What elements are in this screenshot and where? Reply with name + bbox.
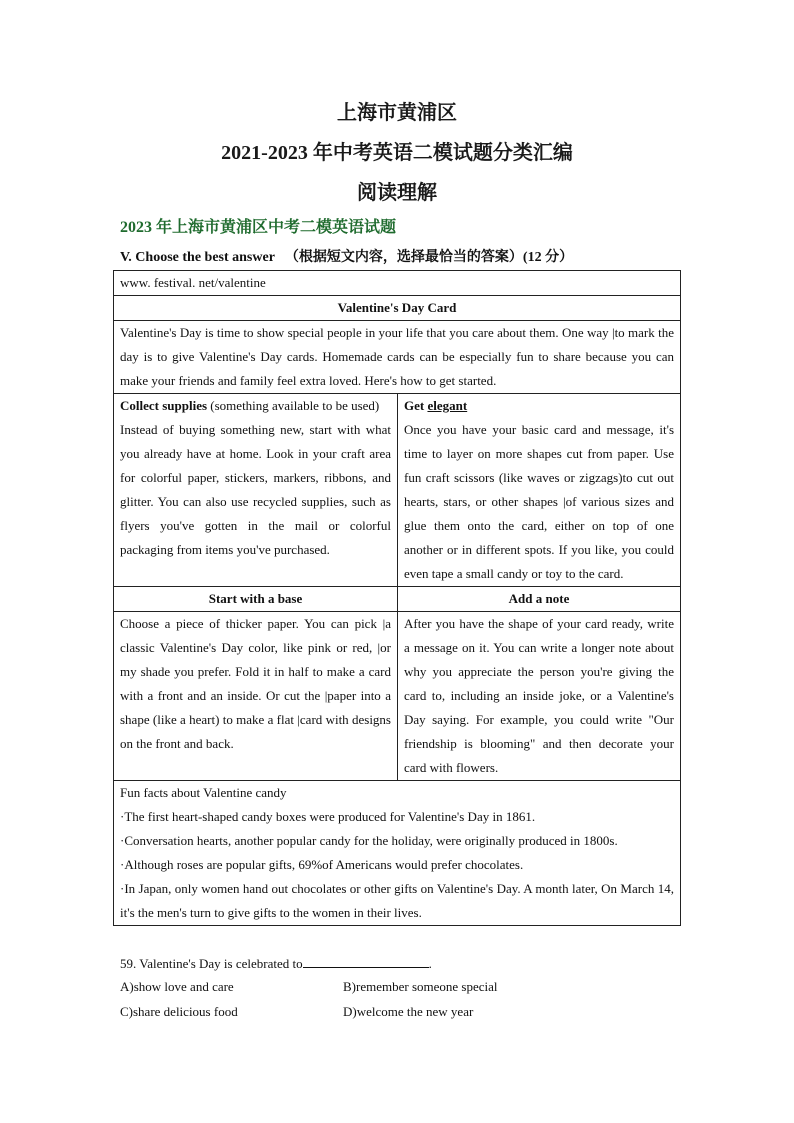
question-end: . [428,956,432,971]
collect-supplies-heading: Collect supplies [120,398,208,413]
get-elegant-heading-prefix: Get [404,398,428,413]
option-b[interactable]: B)remember someone special [343,979,498,994]
fun-facts-cell [114,781,681,926]
district-title: 上海市黄浦区 [337,102,457,124]
note-heading: Add a note [398,587,681,612]
get-elegant-body: Once you have your basic card and message, it's time to layer on more shapes cut from paper. Use fun craft scissors (like waves or zigzags)to cut out hearts, stars, or other shapes |of various sizes and glue them onto the card, either on top of one another or in different spots. If you like, you could even tape a small candy or toy to the card. [404,422,674,581]
option-d[interactable]: D)welcome the new year [343,1004,474,1019]
base-heading: Start with a base [114,587,398,612]
fun-fact-item: ·Although roses are popular gifts, 69%of Americans would prefer chocolates. [120,857,524,872]
section-title: 2023 年上海市黄浦区中考二模英语试题 [120,219,397,236]
question-59 [120,955,432,972]
passage-table [113,270,681,926]
note-body: After you have the shape of your card ready, write a message on it. You can write a longer note about why you appreciate the person you're giving the card to, including an inside joke, or a Valentine's Day saying. For example, you could write "Our friendship is blooming" and then decorate your card with flowers. [398,612,681,781]
base-body: Choose a piece of thicker paper. You can pick |a classic Valentine's Day color, like pink or red, |or my shade you prefer. Fold it in half to make a card with a front and an inside. Or cut the |paper into a shape (like a heart) to make a flat |card with designs on the front and back. [114,612,398,781]
question-stem: 59. Valentine's Day is celebrated to [120,956,303,971]
instruction [120,246,573,266]
fun-fact-item: ·The first heart-shaped candy boxes were produced for Valentine's Day in 1861. [120,809,536,824]
fun-fact-item: ·In Japan, only women hand out chocolates or other gifts on Valentine's Day. A month later, On March 14, it's the men's turn to give gifts to the women in their lives. [120,881,674,920]
instruction-cn: （根据短文内容，选择最恰当的答案）(12 分） [284,250,574,265]
option-c[interactable]: C)share delicious food [120,1004,238,1019]
answer-blank[interactable] [303,955,429,968]
collect-supplies-cell [114,394,398,587]
get-elegant-heading-word: elegant [427,398,468,413]
category-title: 阅读理解 [357,182,437,204]
option-a[interactable]: A)show love and care [120,979,234,994]
passage-intro: Valentine's Day is time to show special people in your life that you care about them. One way |to mark the day is to give Valentine's Day cards. Homemade cards can be especially fun to share because you can make your friends and family feel extra loved. Here's how to get started. [114,321,681,394]
collection-title: 2021-2023 年中考英语二模试题分类汇编 [221,142,573,164]
fun-fact-item: ·Conversation hearts, another popular candy for the holiday, were originally produced in 1800s. [120,833,618,848]
collect-supplies-note: (something available to be used) [207,398,380,413]
collect-supplies-body: Instead of buying something new, start with what you already have at home. Look in your craft area for colorful paper, stickers, markers, ribbons, and glitter. You can also use recycled supplies, such as flyers you've gotten in the mail or colorful packaging from items you've purchased. [120,422,391,557]
fun-facts-heading: Fun facts about Valentine candy [120,785,287,800]
passage-url: www. festival. net/valentine [114,271,681,296]
passage-title: Valentine's Day Card [114,296,681,321]
get-elegant-cell [398,394,681,587]
instruction-en: V. Choose the best answer [120,250,275,265]
